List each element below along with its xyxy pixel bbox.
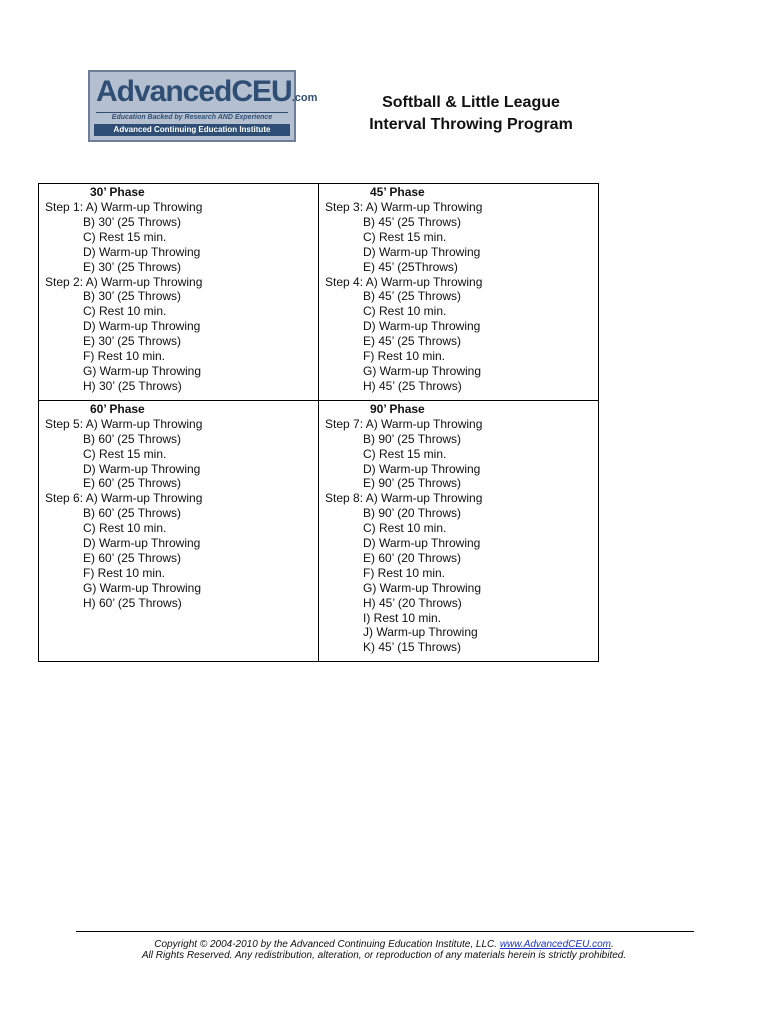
throw-step-item: C) Rest 15 min.	[83, 446, 167, 461]
throw-step-item: D) Warm-up Throwing	[363, 319, 481, 334]
footer	[0, 939, 768, 961]
throw-step-item: C) Rest 10 min.	[83, 304, 167, 319]
step-line: Step 4: A) Warm-up Throwing	[325, 274, 483, 289]
throw-step-item: B) 60’ (25 Throws)	[83, 506, 182, 521]
throw-step-item: C) Rest 15 min.	[363, 446, 447, 461]
throw-step-item: D) Warm-up Throwing	[363, 461, 481, 476]
throw-step-item: E) 60’ (25 Throws)	[83, 476, 182, 491]
step-line: Step 6: A) Warm-up Throwing	[45, 491, 203, 506]
website-link[interactable]: www.AdvancedCEU.com	[499, 939, 611, 950]
phase-heading: 45’ Phase	[370, 185, 425, 199]
step-line: Step 8: A) Warm-up Throwing	[325, 491, 483, 506]
throw-step-item: I) Rest 10 min.	[363, 610, 442, 625]
phase-cell	[319, 184, 599, 401]
logo-wordmark: AdvancedCEU.com	[96, 75, 318, 108]
throw-step-item: H) 60’ (25 Throws)	[83, 595, 182, 610]
throw-step-item: B) 45’ (25 Throws)	[363, 214, 462, 229]
throw-step-item: B) 30’ (25 Throws)	[83, 289, 182, 304]
copyright-line: Copyright © 2004-2010 by the Advanced Continuing Education Institute, LLC. www.AdvancedCEU.com.	[154, 939, 614, 950]
throw-step-item: E) 60’ (20 Throws)	[363, 550, 462, 565]
throw-step-item: F) Rest 10 min.	[83, 349, 166, 364]
throw-step-item: B) 45’ (25 Throws)	[363, 289, 462, 304]
throw-step-item: D) Warm-up Throwing	[83, 319, 201, 334]
throw-step-item: D) Warm-up Throwing	[83, 244, 201, 259]
table-row	[39, 400, 599, 662]
throw-step-item: F) Rest 10 min.	[363, 349, 446, 364]
throw-step-item: C) Rest 15 min.	[363, 229, 447, 244]
phase-cell	[39, 400, 319, 662]
throw-step-item: E) 30’ (25 Throws)	[83, 259, 182, 274]
step-line: Step 5: A) Warm-up Throwing	[45, 416, 203, 431]
title-line-1: Softball & Little League	[382, 94, 560, 111]
throw-step-item: B) 90’ (20 Throws)	[363, 506, 462, 521]
step-line: Step 2: A) Warm-up Throwing	[45, 274, 203, 289]
throw-step-item: F) Rest 10 min.	[83, 565, 166, 580]
throw-step-item: G) Warm-up Throwing	[363, 363, 482, 378]
throw-step-item: D) Warm-up Throwing	[83, 461, 201, 476]
throw-step-item: J) Warm-up Throwing	[363, 625, 478, 640]
phase-heading: 30’ Phase	[90, 185, 145, 199]
throw-step-item: C) Rest 10 min.	[363, 304, 447, 319]
logo-institute-banner: Advanced Continuing Education Institute	[94, 124, 290, 136]
throw-step-item: B) 90’ (25 Throws)	[363, 431, 462, 446]
throw-step-item: E) 30’ (25 Throws)	[83, 334, 182, 349]
throw-step-item: E) 60’ (25 Throws)	[83, 550, 182, 565]
throw-step-item: C) Rest 10 min.	[83, 521, 167, 536]
footer-divider	[76, 931, 694, 932]
throw-step-item: K) 45’ (15 Throws)	[363, 640, 462, 655]
throwing-program-table	[38, 183, 599, 662]
throw-step-item: D) Warm-up Throwing	[363, 536, 481, 551]
throw-step-item: B) 60’ (25 Throws)	[83, 431, 182, 446]
throw-step-item: C) Rest 10 min.	[363, 521, 447, 536]
throw-step-item: H) 45’ (20 Throws)	[363, 595, 462, 610]
throw-step-item: H) 30’ (25 Throws)	[83, 378, 182, 393]
table-row	[39, 184, 599, 401]
throw-step-item: G) Warm-up Throwing	[83, 580, 202, 595]
throw-step-item: E) 45’ (25Throws)	[363, 259, 458, 274]
logo-tagline: Education Backed by Research AND Experience	[96, 112, 288, 121]
phase-cell	[319, 400, 599, 662]
throw-step-item: D) Warm-up Throwing	[83, 536, 201, 551]
throw-step-item: C) Rest 15 min.	[83, 229, 167, 244]
throw-step-item: D) Warm-up Throwing	[363, 244, 481, 259]
title-line-2: Interval Throwing Program	[369, 116, 573, 133]
step-line: Step 7: A) Warm-up Throwing	[325, 416, 483, 431]
throw-step-item: G) Warm-up Throwing	[83, 363, 202, 378]
step-line: Step 3: A) Warm-up Throwing	[325, 200, 483, 214]
phase-heading: 60’ Phase	[90, 401, 145, 416]
phase-cell	[39, 184, 319, 401]
throw-step-item: B) 30’ (25 Throws)	[83, 214, 182, 229]
throw-step-item: E) 45’ (25 Throws)	[363, 334, 462, 349]
rights-line: All Rights Reserved. Any redistribution, alteration, or reproduction of any materials herein is strictly prohibited.	[141, 950, 627, 961]
throw-step-item: H) 45’ (25 Throws)	[363, 378, 462, 393]
phase-heading: 90’ Phase	[370, 401, 425, 416]
throw-step-item: G) Warm-up Throwing	[363, 580, 482, 595]
throw-step-item: F) Rest 10 min.	[363, 565, 446, 580]
document-title	[320, 92, 622, 136]
advancedceu-logo	[88, 70, 318, 142]
throw-step-item: E) 90’ (25 Throws)	[363, 476, 462, 491]
step-line: Step 1: A) Warm-up Throwing	[45, 200, 203, 214]
